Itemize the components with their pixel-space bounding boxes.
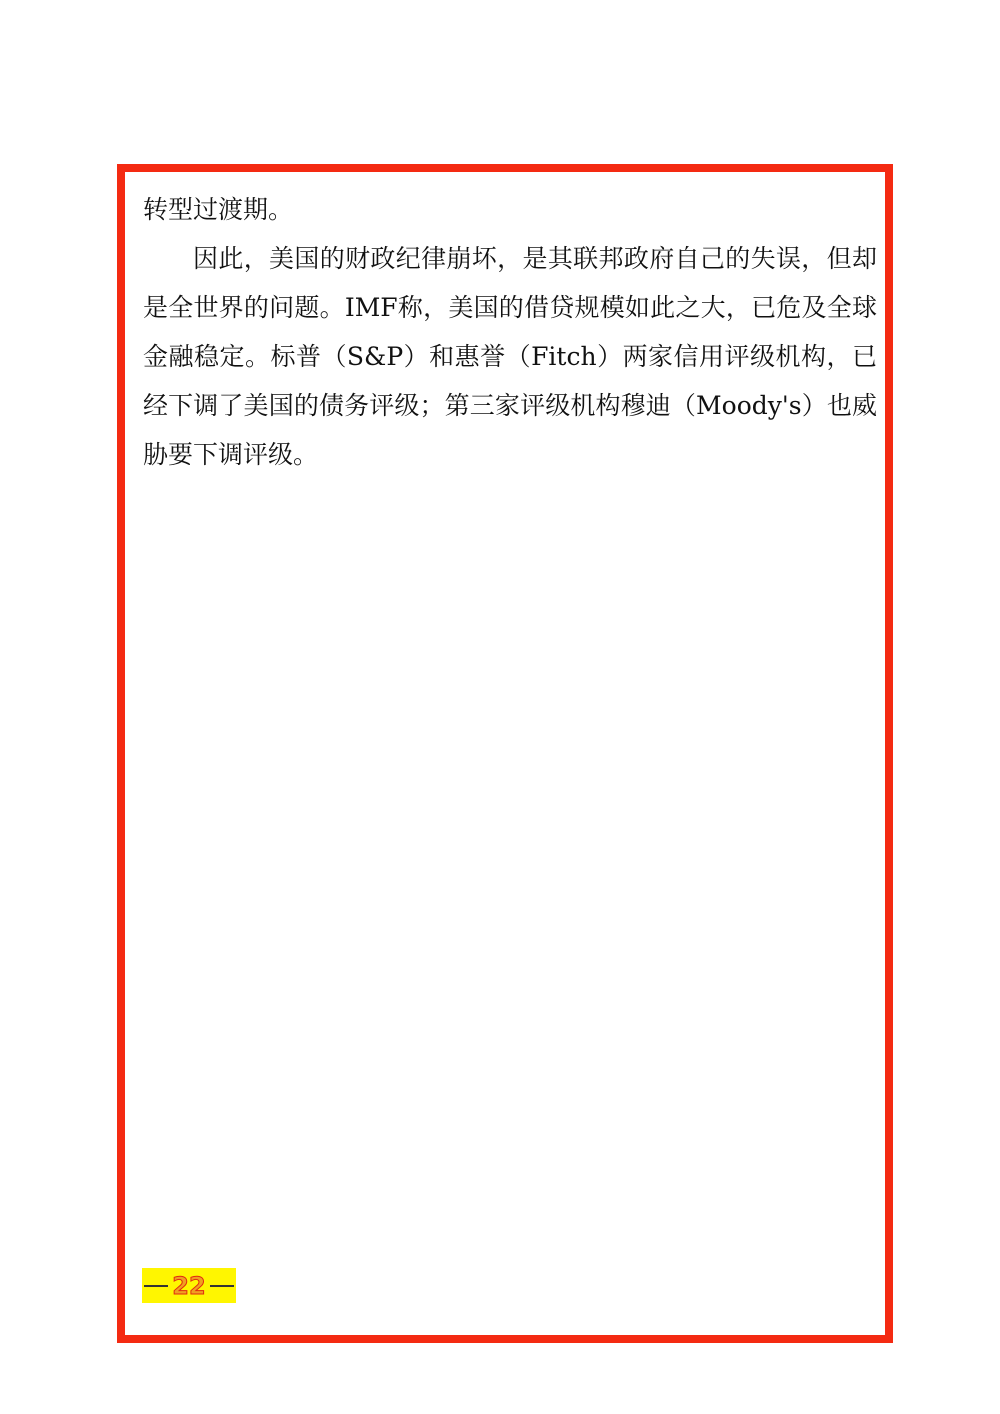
page-frame: [117, 164, 893, 1343]
left-dash-decoration: [144, 1285, 168, 1287]
paragraph-continuation: 转型过渡期。: [143, 195, 294, 224]
page-number: 22: [172, 1271, 206, 1300]
right-dash-decoration: [210, 1285, 234, 1287]
paragraph-main: 因此，美国的财政纪律崩坏，是其联邦政府自己的失误，但却是全世界的问题。IMF称，美国的借贷规模如此之大，已危及全球金融稳定。标普（S&P）和惠誉（Fitch）两家信用评级机构，已经下调了美国的债务评级；第三家评级机构穆迪（Moody's）也威胁要下调评级。: [143, 244, 877, 469]
document-body: [143, 185, 877, 479]
page-number-badge: [142, 1268, 236, 1303]
